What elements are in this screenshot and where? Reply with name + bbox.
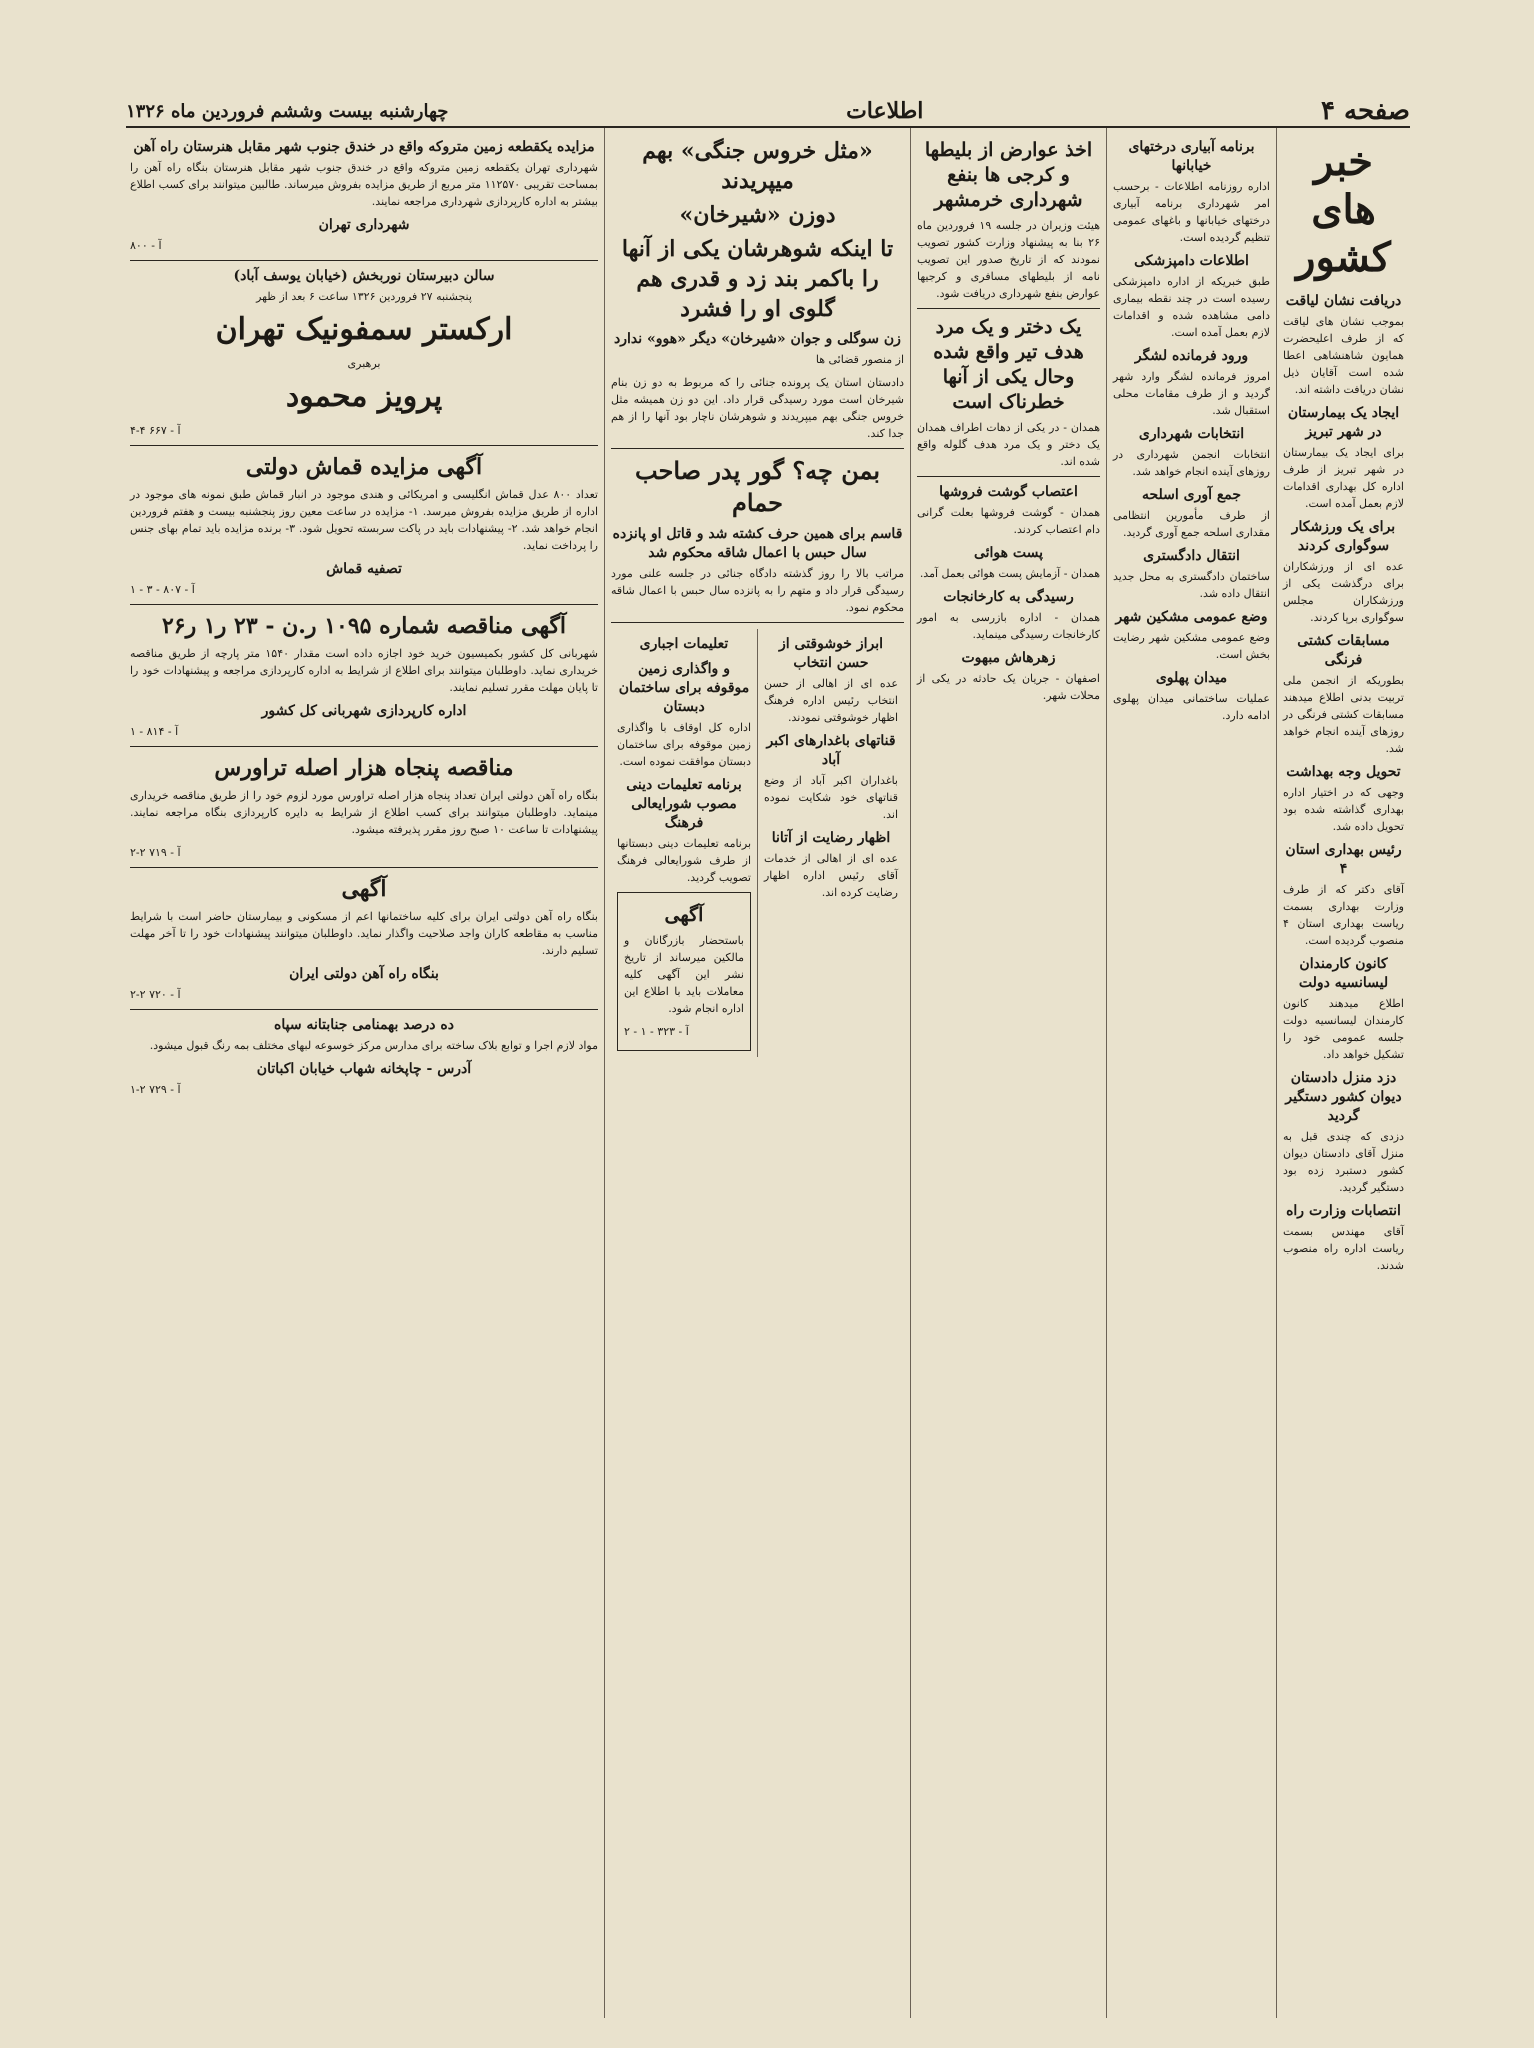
ad-signature: اداره کارپردازی شهربانی کل کشور (261, 703, 467, 719)
news-title: پست هوائی (973, 545, 1044, 561)
news-body: همدان - آزمایش پست هوائی بعمل آمد. (919, 567, 1100, 580)
divider (130, 746, 598, 747)
news-title: اعتصاب گوشت فروشها (939, 484, 1078, 500)
column-feature (604, 128, 910, 2018)
ad-code: آ - ۳۲۳ - ۱ - ۲ (624, 1025, 689, 1038)
divider (611, 622, 904, 623)
ad-body: بنگاه راه آهن دولتی ایران برای کلیه ساختمانها اعم از مسکونی و بیمارستان حاضر است با شرایط مناسب به مقاطعه کاران واجد صلاحیت واگذار نماید. داوطلبان میتوانند پیشنهادات خود را تا آخر مهلت تسلیم دارند. (130, 910, 598, 957)
news-body: انتخابات انجمن شهرداری در روزهای آینده انجام خواهد شد. (1113, 448, 1270, 478)
masthead (126, 96, 1410, 128)
news-title: تعلیمات اجباری (639, 636, 729, 652)
ad-signature: تصفیه قماش (326, 561, 402, 577)
news-title: دریافت نشان لیاقت (1285, 293, 1402, 309)
ad-body: شهرداری تهران یکقطعه زمین متروکه واقع در خندق جنوب شهر مقابل هنرستان بنگاه راه آهن را بمساحت تقریبی ۱۱۲۵۷۰ متر مربع از طریق مزایده بفروش میرساند. طالبین میتوانند برای کسب اطلاع بیشتر به اداره کارپردازی شهرداری مراجعه نمایند. (130, 161, 598, 208)
ad-address: آدرس - چاپخانه شهاب خیابان اکباتان (256, 1061, 472, 1077)
issue-date: چهارشنبه بیست وششم فروردین ماه ۱۳۲۶ (126, 100, 449, 122)
column-provincial-news (910, 128, 1106, 2018)
news-title: زهرهاش مبهوت (961, 650, 1056, 666)
paper-name: اطلاعات (846, 98, 924, 124)
news-body: عده ای از اهالی از خدمات آقای رئیس اداره اظهار رضایت کرده اند. (764, 852, 898, 899)
news-body: باغداران اکبر آباد از وضع قناتهای خود شکایت نموده اند. (764, 774, 898, 821)
news-body: همدان - اداره بازرسی به امور کارخانجات رسیدگی مینماید. (917, 611, 1100, 641)
news-body: بطوریکه از انجمن ملی تربیت بدنی اطلاع میدهند مسابقات کشتی فرنگی در روزهای آینده انجام خواهد شد. (1283, 674, 1404, 755)
news-body: وجهی که در اختیار اداره بهداری گذاشته شده بود تحویل داده شد. (1283, 786, 1404, 833)
divider (917, 476, 1100, 477)
ad-line: پنجشنبه ۲۷ فروردین ۱۳۲۶ ساعت ۶ بعد از ظهر (256, 290, 472, 303)
feature-headline: دوزن «شیرخان» (679, 202, 836, 228)
news-title: انتقال دادگستری (1143, 548, 1240, 564)
news-title: مسابقات کشتی فرنگی (1297, 633, 1390, 668)
ad-code: آ - ۸۱۴ - ۱ (130, 725, 179, 738)
divider (611, 448, 904, 449)
news-title: انتخابات شهرداری (1138, 426, 1245, 442)
ad-box (617, 892, 751, 1051)
byline: از منصور قضائی ها (815, 353, 904, 366)
ad-code: آ - ۷۲۰ ۲-۲ (130, 988, 181, 1001)
concert-title: ارکستر سمفونیک تهران (215, 312, 513, 347)
news-title: دزد منزل دادستان دیوان کشور دستگیر گردید (1285, 1070, 1402, 1124)
conductor-name: پرویز محمود (285, 379, 443, 414)
news-title: اظهار رضایت از آتانا (771, 830, 891, 846)
sub-column (611, 629, 757, 1057)
feature-body: دادستان استان یک پرونده جنائی را که مربوط به دو زن بنام شیرخان است مورد رسیدگی قرار داد. این دو زن همیشه مثل خروس جنگی بهم میپریدند و شوهرشان ناچار بود آنها را از هم جدا کند. (611, 376, 904, 440)
feature-subheadline: زن سوگلی و جوان «شیرخان» دیگر «هوو» ندارد (614, 331, 901, 347)
news-body: اداره روزنامه اطلاعات - برحسب امر شهرداری برنامه آبیاری درختهای خیابانها و باغهای عمومی تنظیم گردیده است. (1113, 180, 1270, 244)
news-title: رسیدگی به کارخانجات (943, 589, 1074, 605)
news-title: جمع آوری اسلحه (1141, 487, 1242, 503)
ad-code: آ - ۸۰۰ (130, 239, 162, 252)
ad-code: آ - ۸۰۷ - ۳ - ۱ (130, 583, 195, 596)
news-title: ایجاد یک بیمارستان در شهر تبریز (1287, 405, 1400, 440)
section-kicker: خبر های کشور (1296, 138, 1391, 281)
ad-title: مناقصه پنجاه هزار اصله تراورس (214, 755, 514, 781)
news-title: برنامه آبیاری درختهای خیابانها (1128, 139, 1255, 174)
news-body: آقای دکتر که از طرف وزارت بهداری بسمت ریاست بهداری استان ۴ منصوب گردیده است. (1283, 883, 1404, 947)
news-body: بموجب نشان های لیاقت که از طرف اعلیحضرت همایون شاهنشاهی اعطا شده است آقایان ذیل نشان دریافت داشته اند. (1283, 315, 1404, 396)
ad-body: بنگاه راه آهن دولتی ایران تعداد پنجاه هزار اصله تراورس مورد لزوم خود را از طریق مناقصه خریداری مینماید. داوطلبان میتوانند برای کسب اطلاع از شرایط به دایره کارپردازی بنگاه مراجعه نمایند. پیشنهادات تا ساعت ۱۰ صبح روز مقرر پذیرفته میشود. (130, 789, 598, 836)
news-body: دزدی که چندی قبل به منزل آقای دادستان دیوان کشور دستبرد زده بود دستگیر گردید. (1283, 1130, 1404, 1194)
news-body: امروز فرمانده لشگر وارد شهر گردید و از طرف مقامات محلی استقبال شد. (1113, 370, 1270, 417)
feature-body: مراتب بالا را روز گذشته دادگاه جنائی در جلسه علنی مورد رسیدگی قرار داد و متهم را به پانزده سال حبس با اعمال شاقه محکوم نمود. (611, 567, 904, 614)
divider (130, 445, 598, 446)
news-headline: یک دختر و یک مرد هدف تیر واقع شده وحال یکی از آنها خطرناک است (933, 316, 1084, 413)
news-title: برنامه تعلیمات دینی مصوب شورایعالی فرهنگ (626, 777, 742, 831)
news-title: اطلاعات دامپزشکی (1134, 253, 1249, 269)
feature-headline: «مثل خروس جنگی» بهم میپریدند (642, 138, 873, 194)
news-title: انتصابات وزارت راه (1286, 1203, 1401, 1219)
news-title: برای یک ورزشکار سوگواری کردند (1291, 519, 1396, 554)
news-body: برنامه تعلیمات دینی دبستانها از طرف شورایعالی فرهنگ تصویب گردید. (617, 837, 751, 884)
news-body: اداره کل اوقاف با واگذاری زمین موقوفه برای ساختمان دبستان موافقت نموده است. (617, 721, 751, 768)
sub-columns (611, 629, 904, 1057)
ad-title: آگهی مزایده قماش دولتی (245, 454, 483, 480)
news-title: کانون کارمندان لیسانسیه دولت (1298, 956, 1389, 991)
news-body: عده ای از اهالی از حسن انتخاب رئیس اداره فرهنگ اظهار خوشوقتی نمودند. (764, 677, 898, 724)
ad-title: ده درصد بهمنامی جنابتانه سپاه (274, 1017, 454, 1033)
ad-body: باستحضار بازرگانان و مالکین میرساند از تاریخ نشر این آگهی کلیه معاملات باید با اطلاع این اداره انجام شود. (624, 934, 744, 1015)
ad-signature: بنگاه راه آهن دولتی ایران (289, 966, 439, 982)
column-national-news (1276, 128, 1410, 2018)
news-body: عملیات ساختمانی میدان پهلوی ادامه دارد. (1113, 692, 1270, 722)
news-body: وضع عمومی مشکین شهر رضایت بخش است. (1113, 631, 1270, 661)
news-body: هیئت وزیران در جلسه ۱۹ فروردین ماه ۲۶ بنا به پیشنهاد وزارت کشور تصویب نمودند که از تاریخ صدور این تصویب نامه از بلیطهای مسافری و کرجیها عوارض بنفع شهرداری دریافت شود. (917, 219, 1100, 300)
ad-title: آگهی (341, 876, 387, 902)
news-body: آقای مهندس بسمت ریاست اداره راه منصوب شدند. (1283, 1225, 1404, 1272)
column-ads (124, 128, 604, 2018)
ad-title: مزایده یکقطعه زمین متروکه واقع در خندق جنوب شهر مقابل هنرستان راه آهن (133, 139, 595, 155)
ad-body: مواد لازم اجرا و توابع بلاک ساخته برای مدارس مرکز خوسوعه لبهای مختلف بمه رنگ قبول میشود. (149, 1039, 598, 1052)
news-body: ساختمان دادگستری به محل جدید انتقال داده شد. (1113, 570, 1270, 600)
ad-body: تعداد ۸۰۰ عدل قماش انگلیسی و امریکائی و هندی موجود در انبار قماش طبق نمونه های موجود در اداره از طریق مزایده بفروش میرسد. ۱- مزایده در ساعت معین روز پنجشنبه بیست و هفتم فروردین انجام خواهد شد. ۲- پیشنهادات باید در پاکت سربسته تحویل شود. ۳- برنده مزایده باید تمام بهای جنس را پرداخت نماید. (130, 488, 599, 552)
news-title: رئیس بهداری استان ۴ (1285, 842, 1402, 877)
news-title: ابراز خوشوقتی از حسن انتخاب (779, 636, 883, 671)
ad-line: سالن دبیرستان نوربخش (خیابان یوسف آباد) (233, 268, 495, 284)
feature-headline: بمن چه؟ گور پدر صاحب حمام (634, 456, 881, 517)
news-title: قناتهای باغدارهای اکبر آباد (766, 733, 896, 768)
news-title: تحویل وجه بهداشت (1286, 764, 1401, 780)
news-title: وضع عمومی مشکین شهر (1115, 609, 1268, 625)
divider (130, 1009, 598, 1010)
news-headline: اخذ عوارض از بلیطها و کرجی ها بنفع شهرداری خرمشهر (924, 139, 1093, 211)
news-subtitle: و واگذاری زمین موقوفه برای ساختمان دبستان (618, 661, 750, 715)
ad-line: برهبری (347, 357, 381, 370)
ad-title: آگهی مناقصه شماره ۱۰۹۵ ر.ن - ۲۳ ر۱ ر۲۶ (161, 613, 567, 639)
column-city-news (1106, 128, 1276, 2018)
news-title: میدان پهلوی (1155, 670, 1228, 686)
divider (130, 260, 598, 261)
ad-code: آ - ۷۱۹ ۲-۲ (130, 846, 181, 859)
news-body: اصفهان - جریان یک حادثه در یکی از محلات شهر. (917, 672, 1100, 702)
news-body: همدان - گوشت فروشها بعلت گرانی دام اعتصاب کردند. (917, 506, 1100, 536)
page-number: صفحه ۴ (1321, 96, 1410, 126)
ad-code: آ - ۶۶۷ ۴-۴ (130, 424, 181, 437)
ad-title: آگهی (664, 904, 704, 926)
news-title: ورود فرمانده لشگر (1134, 348, 1249, 364)
ad-signature: شهرداری تهران (318, 217, 410, 233)
news-body: همدان - در یکی از دهات اطراف همدان یک دختر و یک مرد هدف گلوله واقع شده اند. (917, 421, 1100, 468)
divider (130, 604, 598, 605)
sub-column (757, 629, 904, 1057)
news-body: از طرف مأمورین انتظامی مقداری اسلحه جمع آوری گردید. (1113, 509, 1270, 539)
divider (130, 867, 598, 868)
feature-headline: تا اینکه شوهرشان یکی از آنها را باکمر بند زد و قدری هم گلوی او را فشرد (621, 236, 894, 322)
news-body: عده ای از ورزشکاران برای درگذشت یکی از ورزشکاران مجلس سوگواری برپا کردند. (1283, 560, 1404, 624)
news-body: طبق خبریکه از اداره دامپزشکی رسیده است در چند نقطه بیماری دامی مشاهده شده و اقدامات لازم بعمل آمده است. (1113, 275, 1270, 339)
ad-code: آ - ۷۲۹ ۲-۱ (130, 1083, 181, 1096)
feature-subheadline: قاسم برای همین حرف کشته شد و قاتل او پانزده سال حبس با اعمال شاقه محکوم شد (612, 526, 903, 561)
news-body: برای ایجاد یک بیمارستان در شهر تبریز از طرف اداره کل بهداری اقدامات لازم بعمل آمده است. (1283, 446, 1404, 510)
news-body: اطلاع میدهند کانون کارمندان لیسانسیه دولت جلسه عمومی خود را تشکیل خواهد داد. (1283, 997, 1404, 1061)
ad-body: شهربانی کل کشور بکمیسیون خرید خود اجازه داده است مقدار ۱۵۴۰ متر پارچه از طریق مناقصه خریداری نماید. داوطلبان میتوانند برای اطلاع از شرایط به اداره کارپردازی مراجعه و پیشنهادات خود را تا پایان مهلت مقرر تسلیم نمایند. (130, 647, 598, 694)
divider (917, 308, 1100, 309)
